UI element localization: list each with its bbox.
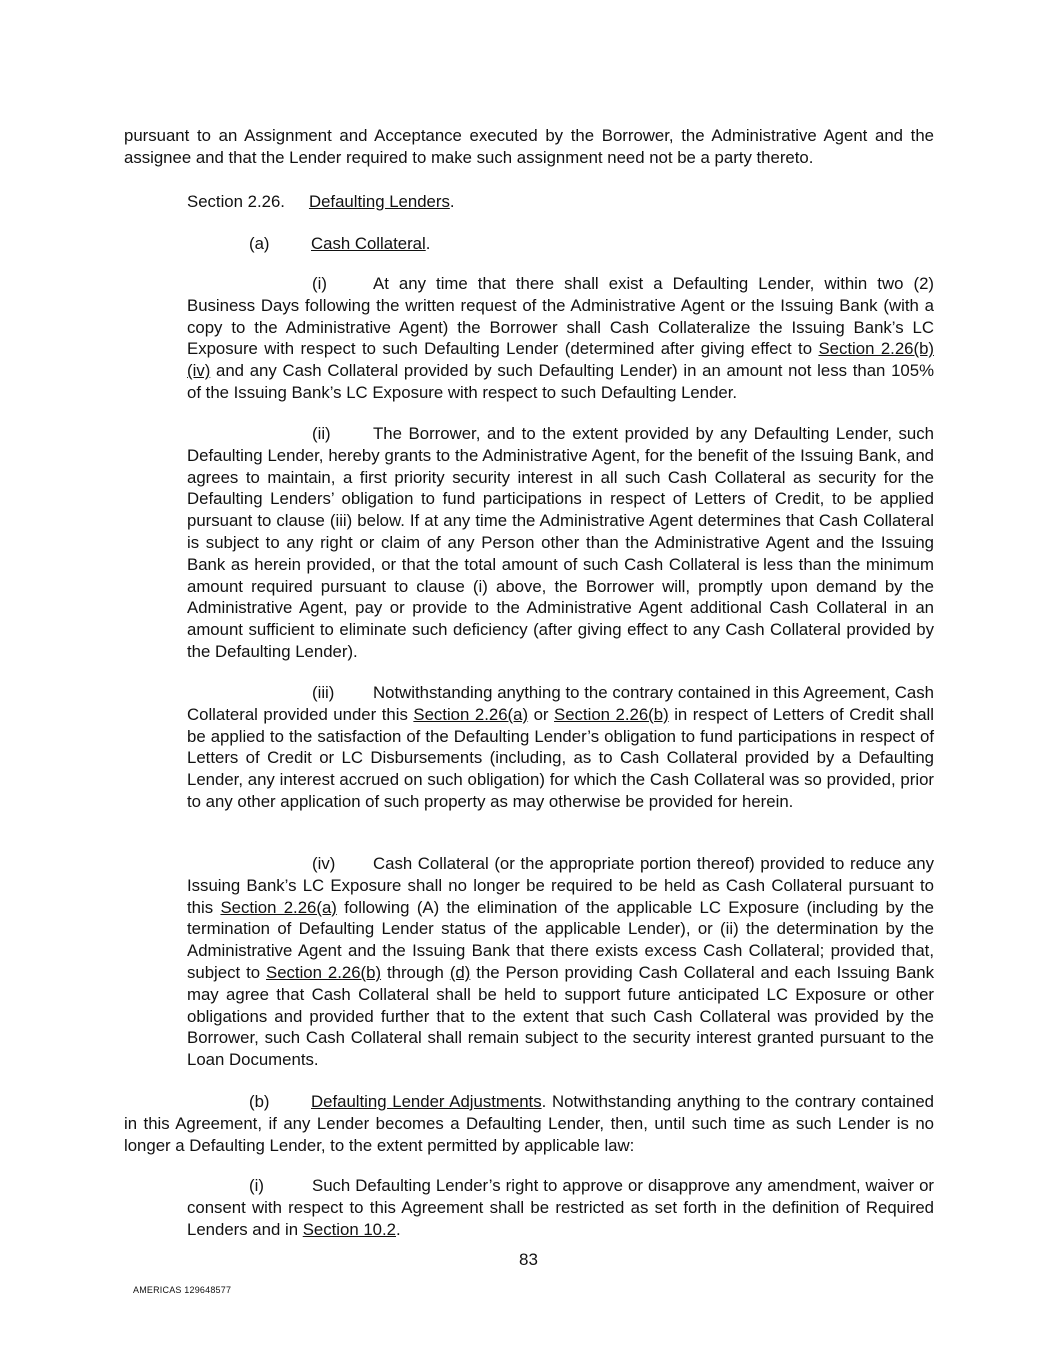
section-number: Section 2.26. — [187, 192, 285, 211]
section-title-period: . — [449, 192, 455, 211]
paragraph-b-i-label: (i) — [249, 1176, 264, 1195]
paragraph-a-iv-label: (iv) — [312, 854, 336, 873]
subsection-a-heading — [249, 233, 649, 255]
paragraph-a-iii-text: Notwithstanding anything to the contrary contained in this Agreement, Cash Collateral provided under this — [187, 683, 934, 724]
paragraph-b-i-text: Such Defaulting Lender’s right to approve or disapprove any amendment, waiver or consent with respect to this Agreement shall be restricted as set forth in the definition of Required Lenders and in — [187, 1176, 934, 1239]
paragraph-a-ii-text: The Borrower, and to the extent provided by any Defaulting Lender, such Defaulting Lender, hereby grants to the Administrative Agent, for the benefit of the Issuing Bank, and agrees to maintain, a first priority security interest in all such Cash Collateral as security for the Defaulting Lenders’ obligation to fund participations in respect of Letters of Credit, to be applied pursuant to clause (iii) below. If at any time the Administrative Agent determines that Cash Collateral is subject to any right or claim of any Person other than the Administrative Agent and the Issuing Bank as herein provided, or that the total amount of such Cash Collateral is less than the minimum amount required pursuant to clause (i) above, the Borrower will, promptly upon demand by the Administrative Agent, pay or provide to the Administrative Agent additional Cash Collateral in an amount sufficient to eliminate such deficiency (after giving effect to any Cash Collateral provided by the Defaulting Lender). — [187, 424, 934, 661]
subsection-a-period: . — [425, 234, 431, 253]
section-ref-link: Section 2.26(b) — [554, 704, 669, 724]
subsection-b-label: (b) — [249, 1092, 270, 1111]
paragraph-a-iv-text: Cash Collateral (or the appropriate portion thereof) provided to reduce any Issuing Bank’s LC Exposure shall no longer be required to be held as Cash Collateral pursuant to this — [187, 854, 934, 917]
subsection-a-title: Cash Collateral — [311, 234, 426, 253]
paragraph-a-iii-text-or: or — [528, 704, 555, 724]
paragraph-a-i-text-cont: and any Cash Collateral provided by such Defaulting Lender) in an amount not less than 105% of the Issuing Bank’s LC Exposure with respect to such Defaulting Lender. — [187, 361, 934, 402]
subsection-b-text: . Notwithstanding anything to the contrary contained in this Agreement, if any Lender becomes a Defaulting Lender, then, until such time as such Lender is no longer a Defaulting Lender, to the extent permitted by applicable law: — [124, 1092, 934, 1155]
section-heading — [187, 191, 587, 213]
section-ref-link: Section 2.26(a) — [413, 704, 529, 724]
paragraph-a-iii — [187, 682, 934, 813]
paragraph-a-iv-text-through: through — [381, 962, 450, 982]
paragraph-a-ii — [187, 423, 934, 663]
paragraph-b-i-period: . — [396, 1219, 401, 1239]
intro-paragraph — [124, 125, 934, 169]
paragraph-a-ii-label: (ii) — [312, 424, 331, 443]
document-id: AMERICAS 129648577 — [133, 1285, 232, 1295]
paragraph-a-iv-text-cont: following (A) the elimination of the applicable LC Exposure (including by the termination of Defaulting Lender status of the applicable Lender), or (ii) the determination by the Administrative Agent and the Issuing Bank that there exists excess Cash Collateral; provided that, subject to — [187, 897, 934, 982]
page-number: 83 — [519, 1250, 538, 1269]
subsection-b — [124, 1091, 934, 1156]
paragraph-a-i-label: (i) — [312, 274, 327, 293]
paragraph-a-i — [187, 273, 934, 404]
paragraph-a-iv-text-end: the Person providing Cash Collateral and each Issuing Bank may agree that Cash Collateral shall be held to support future anticipated LC Exposure or other obligations and provided further that to the extent that such Cash Collateral was provided by the Borrower, such Cash Collateral shall remain subject to the security interest granted pursuant to the Loan Documents. — [187, 962, 934, 1070]
section-ref-link: Section 10.2 — [302, 1219, 396, 1239]
subsection-a-label: (a) — [249, 234, 270, 253]
section-title: Defaulting Lenders — [308, 192, 450, 211]
subsection-b-title: Defaulting Lender Adjustments — [311, 1092, 542, 1111]
paragraph-a-iii-text-cont: in respect of Letters of Credit shall be applied to the satisfaction of the Defaulting Lender’s obligation to fund participations in respect of Letters of Credit or LC Disbursements (including, as to Cash Collateral provided by a Defaulting Lender, any interest accrued on such obligation) for which the Cash Collateral was so provided, prior to any other application of such property as may otherwise be provided for herein. — [187, 704, 934, 811]
section-ref-link: (d) — [449, 962, 471, 982]
intro-text: pursuant to an Assignment and Acceptance executed by the Borrower, the Administrative Agent and the assignee and that the Lender required to make such assignment need not be a party thereto. — [124, 126, 934, 167]
paragraph-a-i-text: At any time that there shall exist a Defaulting Lender, within two (2) Business Days following the written request of the Administrative Agent or the Issuing Bank (with a copy to the Administrative Agent) the Borrower shall Cash Collateralize the Issuing Bank’s LC Exposure with respect to such Defaulting Lender (determined after giving effect to — [187, 274, 934, 359]
paragraph-a-iv — [187, 853, 934, 1071]
section-ref-link: Section 2.26(b)(iv) — [187, 339, 934, 381]
section-ref-link: Section 2.26(b) — [266, 962, 382, 982]
section-ref-link: Section 2.26(a) — [220, 897, 337, 917]
paragraph-b-i — [187, 1175, 934, 1240]
paragraph-a-iii-label: (iii) — [312, 683, 335, 702]
